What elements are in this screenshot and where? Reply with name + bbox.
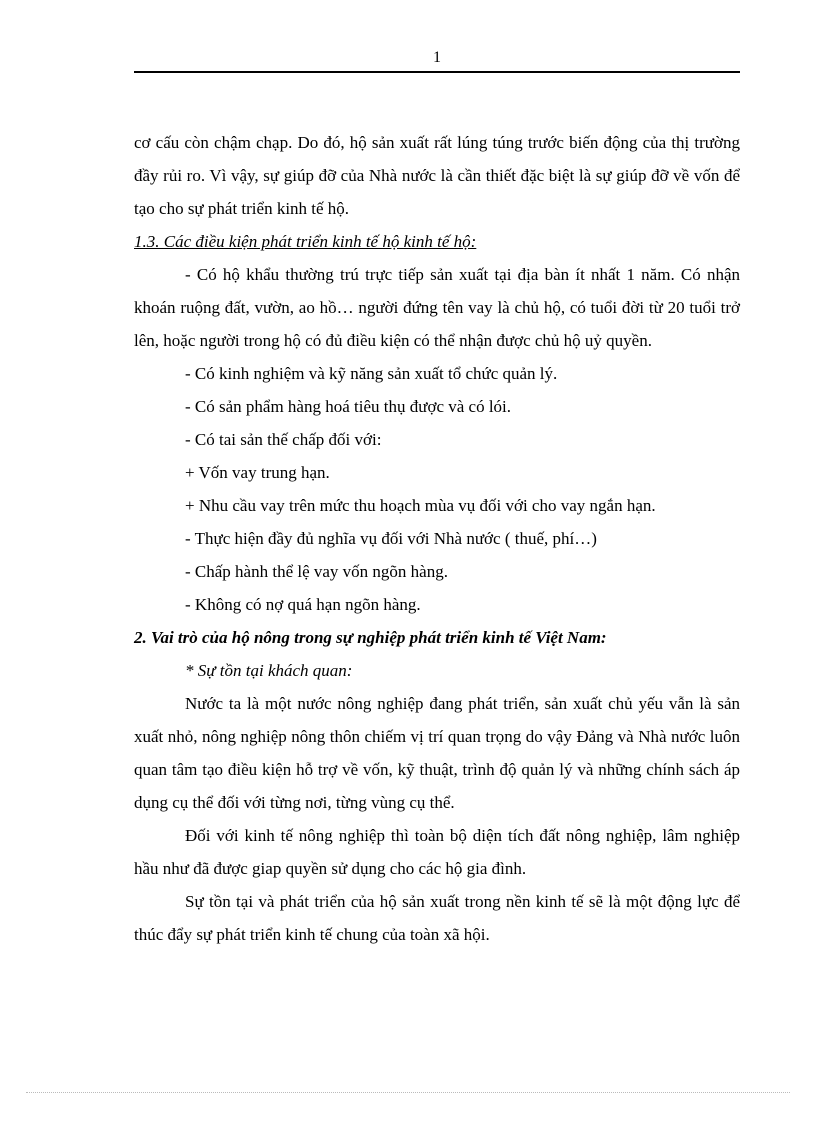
header-rule <box>134 71 740 73</box>
condition-item: - Chấp hành thể lệ vay vốn ngõn hàng. <box>185 562 448 581</box>
paragraph-land-use: Đối với kinh tế nông nghiệp thì toàn bộ diện tích đất nông nghiệp, lâm nghiệp hầu như đã được giap quyền sử dụng cho các hộ gia đình. <box>134 826 740 878</box>
paragraph-intro: cơ cấu còn chậm chạp. Do đó, hộ sản xuất rất lúng túng trước biến động của thị trường đầy rủi ro. Vì vậy, sự giúp đỡ của Nhà nước là cần thiết đặc biệt là sự giúp đỡ về vốn để tạo cho sự phát triển kinh tế hộ. <box>134 133 740 218</box>
condition-item: - Không có nợ quá hạn ngõn hàng. <box>185 595 421 614</box>
page-number: 1 <box>433 49 441 66</box>
heading-1-3: 1.3. Các điều kiện phát triển kinh tế hộ kinh tế hộ: <box>134 232 477 251</box>
condition-item: + Nhu cầu vay trên mức thu hoạch mùa vụ đối với cho vay ngắn hạn. <box>185 496 656 515</box>
paragraph-household-role: Sự tồn tại và phát triển của hộ sản xuất trong nền kinh tế sẽ là một động lực để thúc đẩy sự phát triển kinh tế chung của toàn xã hội. <box>134 892 740 944</box>
condition-item: + Vốn vay trung hạn. <box>185 463 330 482</box>
paragraph-residence-condition: - Có hộ khẩu thường trú trực tiếp sản xuất tại địa bàn ít nhất 1 năm. Có nhận khoán ruộng đất, vườn, ao hồ… người đứng tên vay là chủ hộ, có tuổi đời từ 20 tuổi trở lên, hoặc người trong hộ có đủ điều kiện có thể nhận được chủ hộ uỷ quyền. <box>134 265 740 350</box>
condition-item: - Có kinh nghiệm và kỹ năng sản xuất tổ chức quản lý. <box>185 364 558 383</box>
paragraph-agriculture-country: Nước ta là một nước nông nghiệp đang phát triển, sản xuất chủ yếu vẫn là sản xuất nhỏ, nông nghiệp nông thôn chiếm vị trí quan trọng do vậy Đảng và Nhà nước luôn quan tâm tạo điều kiện hỗ trợ về vốn, kỹ thuật, trình độ quản lý và những chính sách áp dụng cụ thể đối với từng nơi, từng vùng cụ thể. <box>134 694 740 812</box>
condition-item: - Có sản phẩm hàng hoá tiêu thụ được và có lói. <box>185 397 512 416</box>
document-body <box>134 126 740 951</box>
condition-item: - Thực hiện đầy đủ nghĩa vụ đối với Nhà nước ( thuế, phí…) <box>185 529 597 548</box>
heading-2: 2. Vai trò của hộ nông trong sự nghiệp phát triển kinh tế Việt Nam: <box>134 628 607 647</box>
page-bottom-rule <box>26 1092 790 1093</box>
subheading-objective-existence: * Sự tồn tại khách quan: <box>185 661 353 680</box>
condition-item: - Có tai sản thế chấp đối với: <box>185 430 382 449</box>
